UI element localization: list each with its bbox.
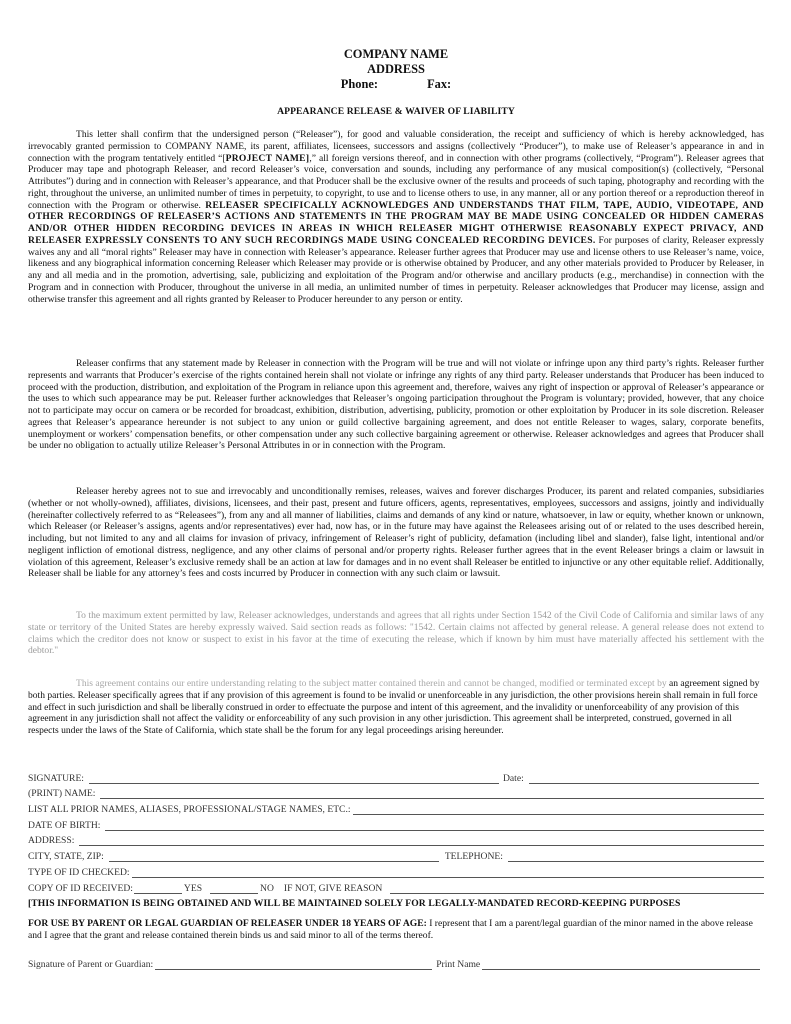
signature-label: SIGNATURE: <box>28 772 84 784</box>
prior-names-row <box>28 799 764 815</box>
date-label: Date: <box>502 772 524 784</box>
paragraph-entire-agreement <box>28 678 764 737</box>
id-copy-label: COPY OF ID RECEIVED: <box>28 882 133 894</box>
reason-label: IF NOT, GIVE REASON <box>283 882 383 894</box>
dob-label: DATE OF BIRTH: <box>28 819 101 831</box>
guardian-signature-field[interactable] <box>155 960 432 970</box>
telephone-label: TELEPHONE: <box>444 851 503 863</box>
no-label: NO <box>260 882 274 894</box>
company-name: COMPANY NAME <box>343 47 449 61</box>
guardian-text: I represent that I am a parent/legal guardian of the minor named in the above release and I agree that the grant and release contained therein binds us and said minor to all of the terms thereof. <box>28 918 753 941</box>
guardian-print-name-field[interactable] <box>482 960 760 970</box>
signature-row <box>28 768 764 784</box>
yes-label: YES <box>183 882 203 894</box>
address-field[interactable] <box>79 836 764 846</box>
city-field[interactable] <box>109 852 439 862</box>
print-name-field[interactable] <box>100 789 764 799</box>
paragraph-representations: Releaser confirms that any statement made by Releaser in connection with the Program will be true and will not violate or infringe upon any third party’s rights. Releaser further represents and warrants that Producer’s exercise of the rights contained herein shall not violate or infringe any rights of any third party. Releaser understands that Producer has been induced to proceed with the production, distribution, and exploitation of the Program in reliance upon this agreement and, therefore, waives any right of inspection or approval of Releaser’s appearance or the uses to which such appearance may be put. Releaser further acknowledges that Releaser’s ongoing participation throughout the Program is voluntary; provided, however, that any choice not to participate may occur on camera or be recorded for broadcast, exhibition, distribution, advertising, publicity, promotion or other exploitation by Producer in its sole discretion. Releaser agrees that Releaser’s appearance hereunder is not subject to any union or guild collective bargaining agreement, and does not entitle Releaser to wages, salary, corporate benefits, unemployment or workers’ compensation benefits, or other compensation under any such collective bargaining agreement or otherwise. Releaser acknowledges and agrees that Producer shall be under no obligation to actually utilize Releaser’s Personal Attributes in or in connection with the Program. <box>28 358 764 452</box>
company-address: ADDRESS <box>367 61 425 76</box>
city-label: CITY, STATE, ZIP: <box>28 851 104 863</box>
id-type-field[interactable] <box>132 868 764 878</box>
record-keeping-notice: [THIS INFORMATION IS BEING OBTAINED AND WILL BE MAINTAINED SOLELY FOR LEGALLY-MANDATED RECORD-KEEPING PURPOSES <box>28 898 681 910</box>
guardian-section <box>28 918 764 942</box>
guardian-print-name-label: Print Name <box>436 959 481 970</box>
date-field[interactable] <box>529 774 759 784</box>
text: ,” all foreign versions thereof, and in connection with other programs (collectively, “Program”). Releaser agrees that Producer may tape and photograph Releaser, and record Releaser’s voice, conversation and sounds, including any performance of any musical composition(s) (collectively, “Personal Attributes”) during and in connection with Releaser’s appearance, and that Producer shall be the exclusive owner of the results and proceeds of such taping, photography and recording with the right, throughout the universe, an unlimited number of times in perpetuity, to copyright, to use and to license others to use, in any manner, all or any portion thereof or a reproduction thereof in connection with the Program or otherwise. <box>28 152 764 211</box>
paragraph-section-1542: To the maximum extent permitted by law, Releaser acknowledges, understands and agrees that all rights under Section 1542 of the Civil Code of California and similar laws of any state or territory of the United States are hereby expressly waived. Said section reads as follows: "1542. Certain claims not affected by general release. A general release does not extend to claims which the creditor does not know or suspect to exist in his favor at the time of executing the release, which if known by him must have materially affected his settlement with the debtor." <box>28 610 764 657</box>
phone-label: Phone: <box>340 77 378 91</box>
paragraph-release: Releaser hereby agrees not to sue and irrevocably and unconditionally remises, releases, waives and forever discharges Producer, its parent and related companies, subsidiaries (whether or not wholly-owned), affiliates, divisions, licensees, and their past, present and future officers, agents, representatives, employees, successors and assigns, jointly and individually (hereinafter collectively referred to as “Releasees”), from any and all manner of liabilities, claims and demands of any kind or nature, whatsoever, in law or equity, whether known or unknown, which Releaser (or Releaser’s assigns, agents and/or representatives) ever had, now has, or in the future may have against the Releasees arising out of or related to the uses described herein, including, but not limited to any and all claims for invasion of privacy, infringement of Releaser’s right of publicity, defamation (including libel and slander), false light, intentional and/or negligent infliction of emotional distress, negligence, and any other claims of personal and/or property rights. Releaser further agrees that in the event Releaser brings a claim or lawsuit in violation of this agreement, Releaser’s exclusive remedy shall be an action at law for damages and in no event shall Releaser be entitled to injunctive or any other equitable relief. Additionally, Releaser shall be liable for any attorney’s fees and costs incurred by Producer in connection with any such claim or lawsuit. <box>28 486 764 580</box>
letterhead <box>28 47 764 76</box>
guardian-signature-row <box>28 956 764 970</box>
contact-row <box>28 77 764 92</box>
id-type-label: TYPE OF ID CHECKED: <box>28 866 130 878</box>
prior-names-field[interactable] <box>353 805 764 815</box>
id-no-field[interactable] <box>210 884 258 894</box>
text: This agreement contains our entire understanding relating to the subject matter contained therein and cannot be changed, modified or terminated except by <box>76 678 667 689</box>
prior-names-label: LIST ALL PRIOR NAMES, ALIASES, PROFESSIONAL/STAGE NAMES, ETC.: <box>28 804 351 816</box>
print-name-label: (PRINT) NAME: <box>28 788 96 800</box>
id-type-row <box>28 862 764 878</box>
fax-label: Fax: <box>427 77 452 91</box>
dob-row <box>28 815 764 831</box>
notice-row <box>28 894 764 910</box>
id-copy-row <box>28 878 764 894</box>
id-yes-field[interactable] <box>134 884 182 894</box>
paragraph-grant <box>28 129 764 305</box>
text: This letter shall confirm that the undersigned person (“Releaser”), for good and valuable consideration, the receipt and sufficiency of which is hereby acknowledged, has irrevocably granted permission to COMPANY NAME, its parent, affiliates, licensees, successors and assigns (collectively “Producer”), to make use of Releaser’s appearance in and in connection with the program tentatively entitled “[ <box>28 129 764 164</box>
address-row <box>28 831 764 847</box>
address-label: ADDRESS: <box>28 835 75 847</box>
reason-field[interactable] <box>390 884 764 894</box>
hidden-camera-notice: RELEASER SPECIFICALLY ACKNOWLEDGES AND UNDERSTANDS THAT FILM, TAPE, AUDIO, VIDEOTAPE, AND OTHER RECORDINGS OF RELEASER’S ACTIONS AND STATEMENTS IN THE PROGRAM MAY BE MADE USING CONCEALED OR HIDDEN CAMERAS AND/OR OTHER HIDDEN RECORDING DEVICES IN AREAS IN WHICH RELEASER MIGHT OTHERWISE REASONABLY EXPECT PRIVACY, AND RELEASER EXPRESSLY CONSENTS TO ANY SUCH RECORDINGS MADE USING CONCEALED RECORDING DEVICES. <box>28 199 764 246</box>
guardian-signature-label: Signature of Parent or Guardian: <box>28 959 154 970</box>
text: For purposes of clarity, Releaser expressly waives any and all “moral rights” Releaser may have in connection with Releaser’s appearance. Releaser further agrees that Producer may use and license others to use Releaser’s name, voice, likeness and any biographical information concerning Releaser which Releaser may provide or is otherwise obtained by Producer, and any other materials provided to Producer by Releaser, in any and all media and in the promotion, advertising, sale, publicizing and exploitation of the Program and/or otherwise and ancillary products (e.g., merchandise) in connection with the Program and in connection with Producer, throughout the universe in all media, an unlimited number of times in perpetuity. Releaser acknowledges that Producer may license, assign and otherwise transfer this agreement and all rights granted by Releaser to Producer hereunder to any person or entity. <box>28 234 764 305</box>
releaser-form <box>28 768 764 909</box>
guardian-heading: FOR USE BY PARENT OR LEGAL GUARDIAN OF RELEASER UNDER 18 YEARS OF AGE: <box>28 918 427 929</box>
signature-field[interactable] <box>89 774 499 784</box>
project-name: PROJECT NAME] <box>225 152 310 164</box>
dob-field[interactable] <box>105 821 764 831</box>
city-row <box>28 846 764 862</box>
text: an agreement signed by both parties. Releaser specifically agrees that if any provision of this agreement is found to be invalid or unenforceable in any jurisdiction, the other provisions herein shall remain in full force and effect in such jurisdiction and shall be liberally construed in order to effectuate the purpose and intent of this agreement, and the invalidity or unenforceability of any provision of this agreement in any jurisdiction shall not affect the validity or enforceability of any such provision in any other jurisdiction. This agreement shall be interpreted, construed, governed in all respects under the laws of the State of California, which state shall be the forum for any legal proceedings arising hereunder. <box>28 678 760 736</box>
telephone-field[interactable] <box>508 852 764 862</box>
print-name-row <box>28 784 764 800</box>
document-title: APPEARANCE RELEASE & WAIVER OF LIABILITY <box>277 106 515 117</box>
